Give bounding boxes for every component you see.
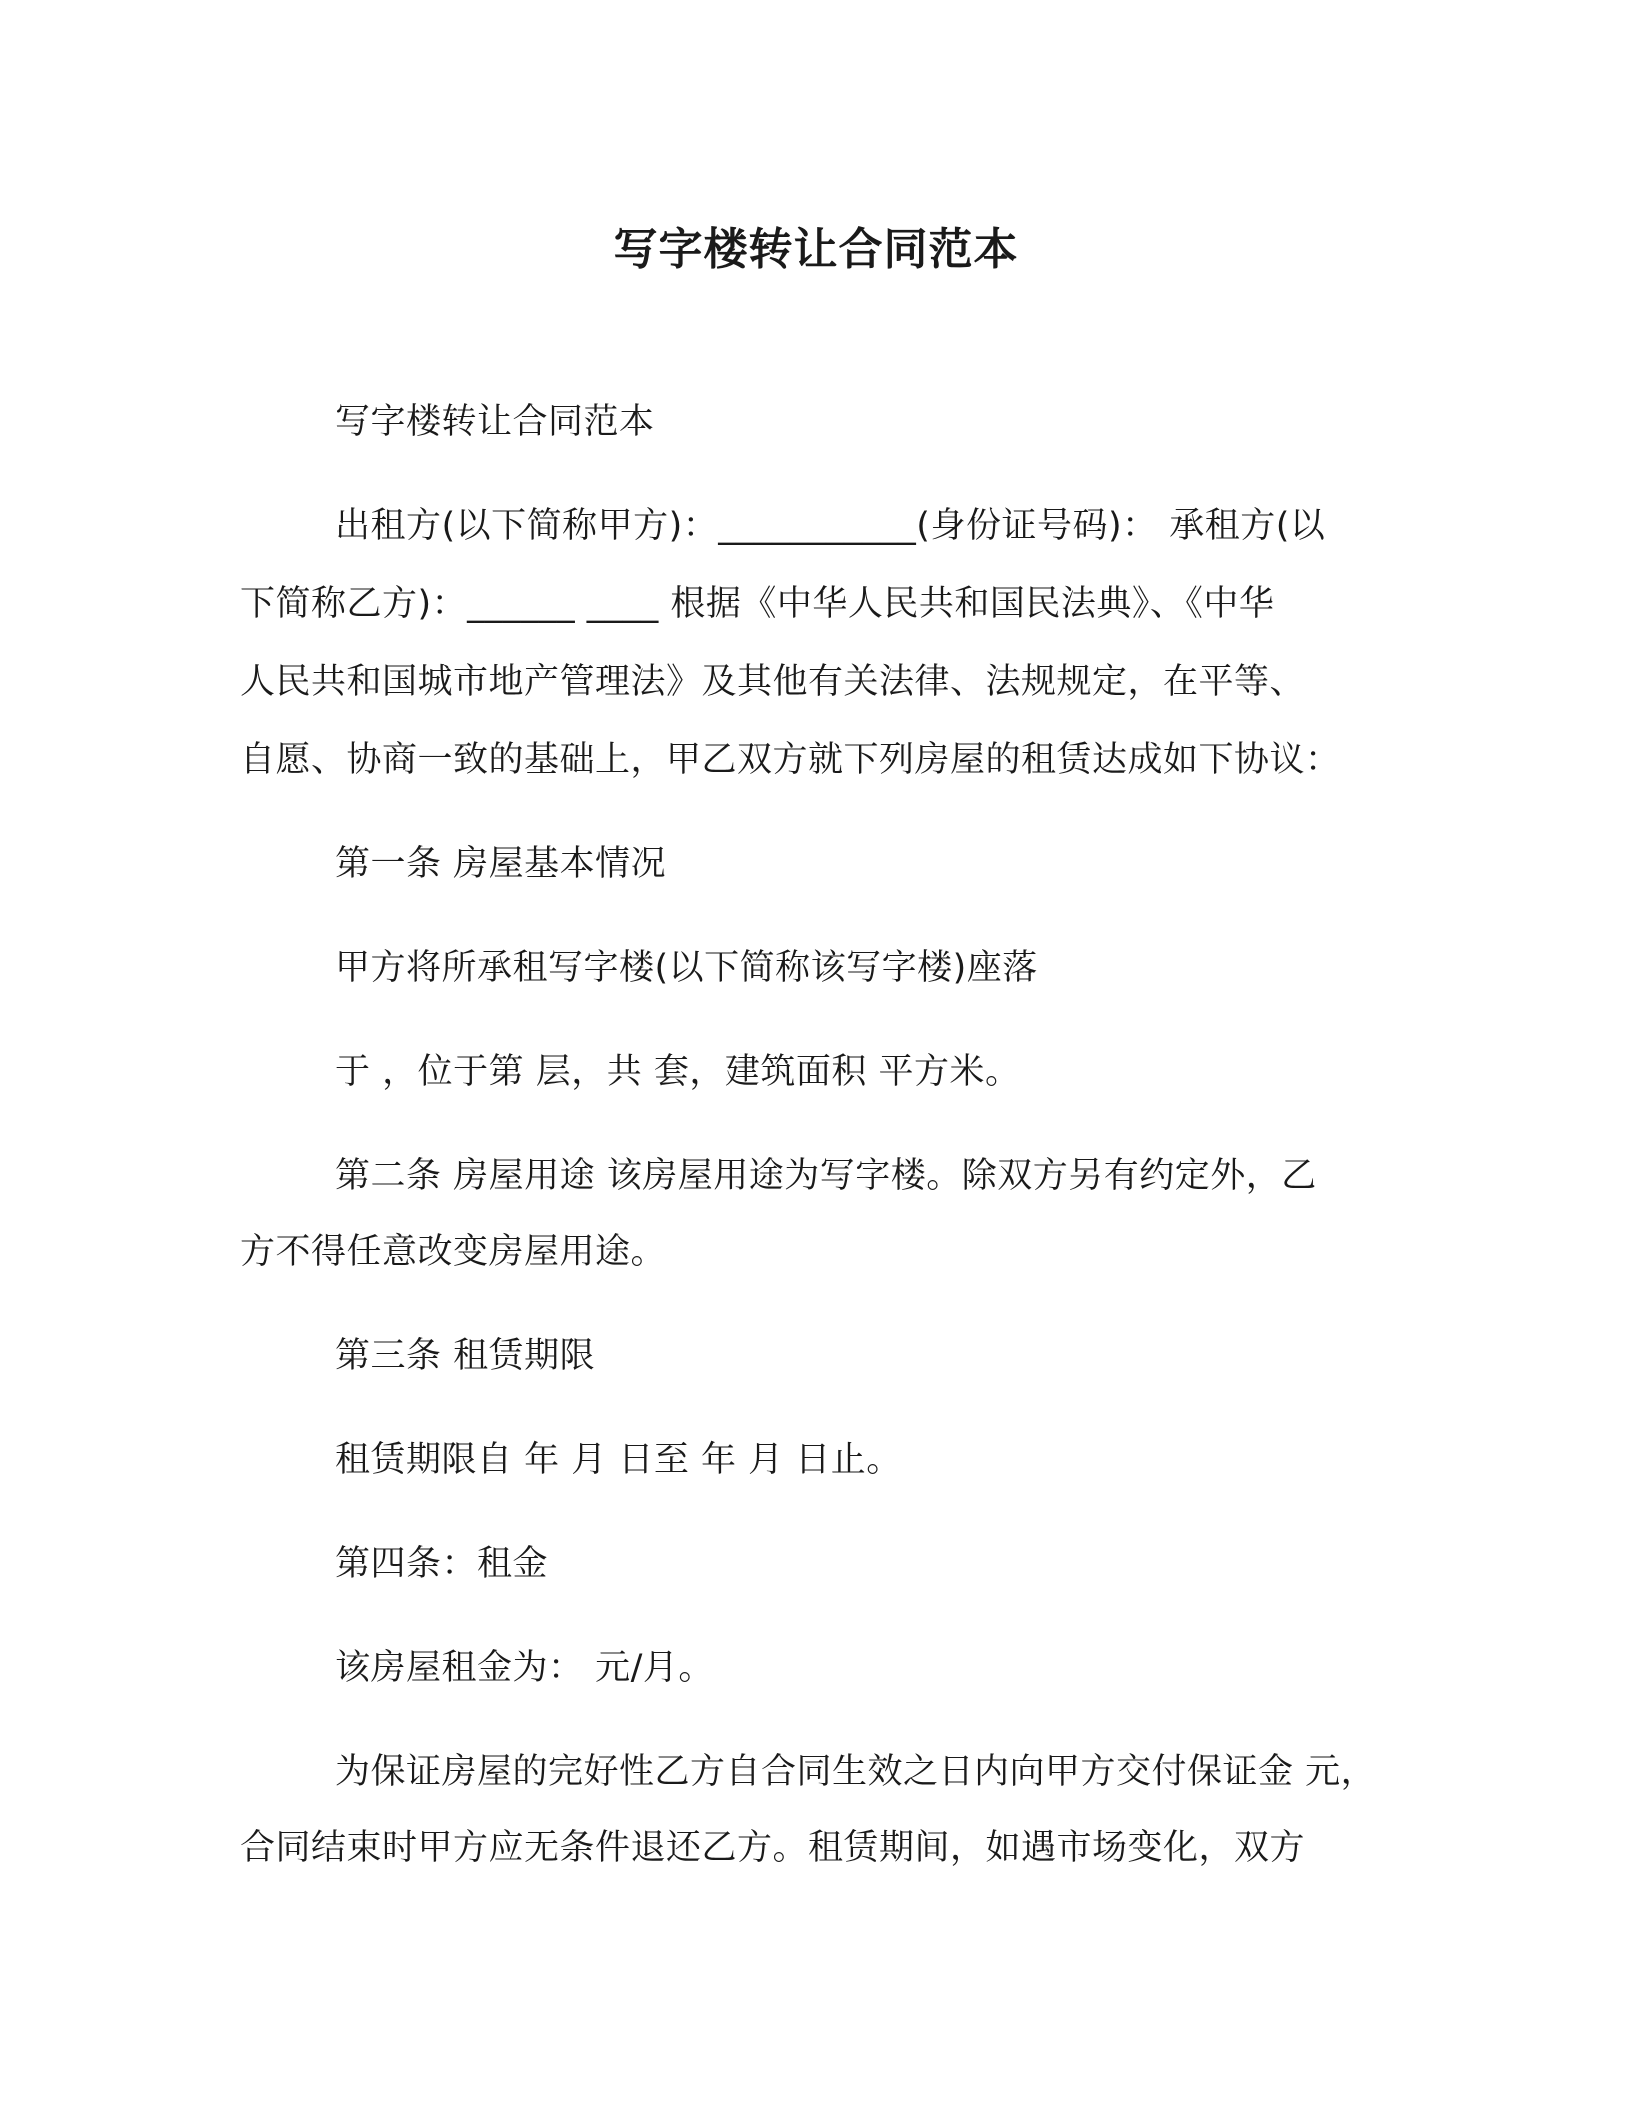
paragraph-line: 下简称乙方)：______ ____ 根据《中华人民共和国民法典》、《中华 — [240, 584, 1275, 624]
document-title: 写字楼转让合同范本 — [613, 224, 1019, 275]
paragraph-line: 自愿、协商一致的基础上，甲乙双方就下列房屋的租赁达成如下协议： — [240, 740, 1341, 780]
paragraph-line: 方不得任意改变房屋用途。 — [240, 1232, 667, 1272]
paragraph-line: 租赁期限自 年 月 日至 年 月 日止。 — [335, 1440, 902, 1480]
paragraph-line: 出租方(以下简称甲方)：___________(身份证号码)： 承租方(以 — [335, 506, 1326, 546]
paragraph-line: 合同结束时甲方应无条件退还乙方。租赁期间，如遇市场变化，双方 — [240, 1828, 1306, 1868]
paragraph-line: 该房屋租金为： 元/月。 — [335, 1648, 714, 1688]
article-heading: 第四条：租金 — [335, 1544, 549, 1584]
paragraph-line: 第二条 房屋用途 该房屋用途为写字楼。除双方另有约定外，乙 — [335, 1156, 1317, 1196]
subtitle-line: 写字楼转让合同范本 — [335, 402, 655, 442]
article-heading: 第三条 租赁期限 — [335, 1336, 596, 1376]
article-heading: 第一条 房屋基本情况 — [335, 844, 667, 884]
paragraph-line: 甲方将所承租写字楼(以下简称该写字楼)座落 — [335, 948, 1038, 988]
paragraph-line: 于 ，位于第 层，共 套，建筑面积 平方米。 — [335, 1052, 1021, 1092]
paragraph-line: 为保证房屋的完好性乙方自合同生效之日内向甲方交付保证金 元， — [335, 1752, 1377, 1792]
paragraph-line: 人民共和国城市地产管理法》及其他有关法律、法规规定，在平等、 — [240, 662, 1306, 702]
